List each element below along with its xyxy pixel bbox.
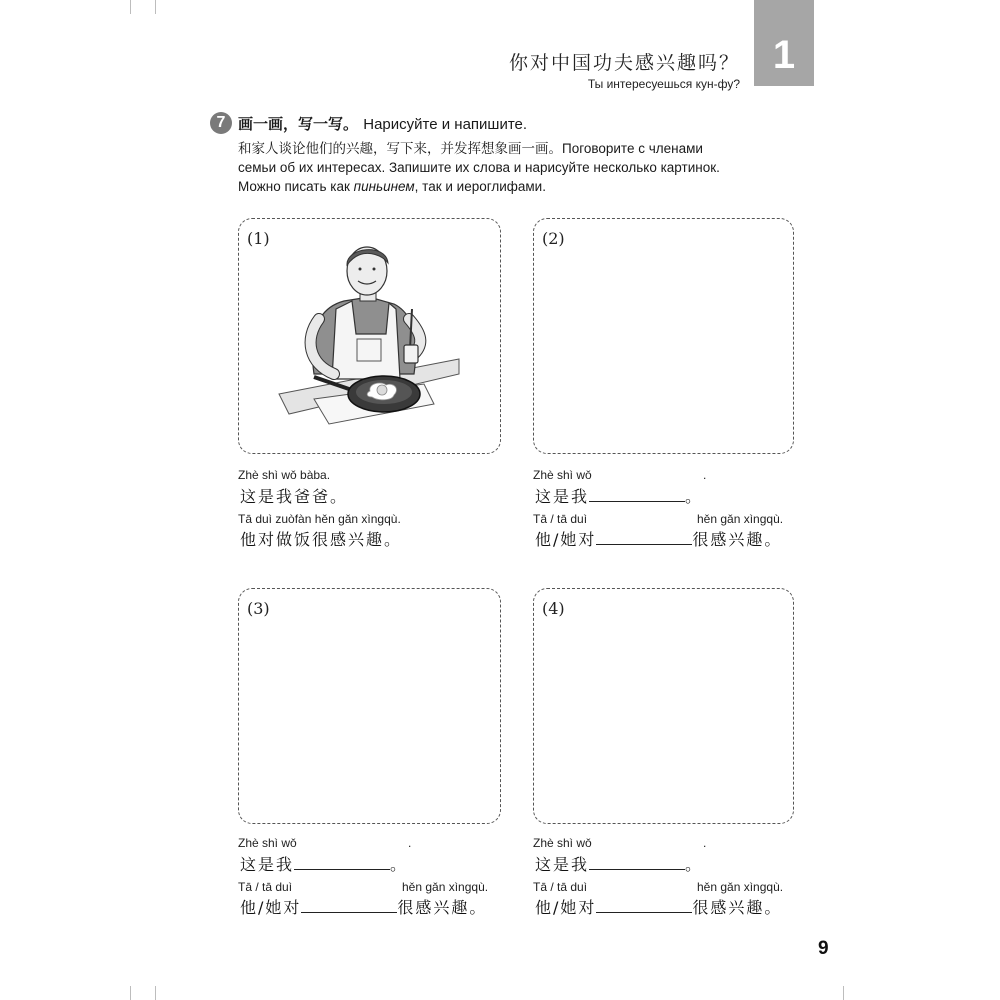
blank-input[interactable] (596, 898, 692, 913)
drawing-box-3[interactable] (238, 588, 501, 824)
pinyin-line: Tā / tā duì (238, 880, 293, 894)
pinyin-line: hěn gǎn xìngqù. (697, 512, 784, 526)
pinyin-line: Zhè shì wǒ bàba. (238, 468, 331, 482)
blank-input[interactable] (301, 898, 397, 913)
unit-number: 1 (772, 33, 796, 77)
hanzi-line (535, 895, 782, 918)
crop-mark (155, 986, 156, 1000)
pinyin-line: hěn gǎn xìngqù. (697, 880, 784, 894)
instruction-line: 和家人谈论他们的兴趣，写下来，并发挥想象画一画。Поговорите с членами (238, 141, 703, 156)
drawing-box-2[interactable] (533, 218, 794, 454)
hanzi-line: 这是我爸爸。 (240, 487, 349, 506)
pinyin-line: Zhè shì wǒ (533, 468, 592, 482)
pinyin-line: Tā / tā duì (533, 880, 588, 894)
drawing-box-1[interactable] (238, 218, 501, 454)
hanzi-line (240, 895, 487, 918)
blank-input[interactable] (294, 855, 390, 870)
pinyin-line: Zhè shì wǒ (238, 836, 297, 850)
hanzi-end: 。 (685, 855, 704, 874)
unit-tab (754, 0, 814, 86)
hanzi-line (240, 852, 408, 875)
pinyin-period: . (703, 836, 707, 850)
crop-mark (130, 0, 131, 14)
panel-label: (1) (247, 229, 270, 248)
man-cooking-egg-illustration (274, 239, 474, 439)
pinyin-line: Zhè shì wǒ (533, 836, 592, 850)
hanzi-prefix: 这是我 (535, 855, 590, 874)
exercise-instructions (238, 139, 798, 196)
hanzi-end: 。 (685, 487, 704, 506)
hanzi-prefix: 他/她对 (240, 898, 302, 917)
crop-mark (843, 986, 844, 1000)
blank-input[interactable] (589, 487, 685, 502)
pinyin-line: hěn gǎn xìngqù. (402, 880, 489, 894)
page-number: 9 (818, 938, 829, 959)
panel-label: (2) (542, 229, 565, 248)
hanzi-prefix: 这是我 (535, 487, 590, 506)
hanzi-prefix: 他/她对 (535, 530, 597, 549)
exercise-title (238, 113, 527, 134)
hanzi-suffix: 很感兴趣。 (692, 898, 783, 917)
hanzi-suffix: 很感兴趣。 (397, 898, 488, 917)
hanzi-line (535, 527, 782, 550)
exercise-title-ru: Нарисуйте и напишите. (363, 116, 528, 133)
pinyin-period: . (408, 836, 412, 850)
page-title: 你对中国功夫感兴趣吗？ (508, 52, 740, 74)
hanzi-line: 他对做饭很感兴趣。 (240, 530, 403, 549)
hanzi-prefix: 这是我 (240, 855, 295, 874)
hanzi-line (535, 484, 703, 507)
blank-input[interactable] (589, 855, 685, 870)
hanzi-prefix: 他/她对 (535, 898, 597, 917)
hanzi-end: 。 (390, 855, 409, 874)
hanzi-line (535, 852, 703, 875)
panel-label: (4) (542, 599, 565, 618)
hanzi-suffix: 很感兴趣。 (692, 530, 783, 549)
drawing-box-4[interactable] (533, 588, 794, 824)
instruction-italic: пиньинем (353, 179, 415, 194)
instruction-line (238, 177, 798, 196)
blank-input[interactable] (596, 530, 692, 545)
page-subtitle: Ты интересуешься кун-фу? (587, 77, 740, 91)
crop-mark (130, 986, 131, 1000)
pinyin-line: Tā duì zuòfàn hěn gǎn xìngqù. (238, 512, 401, 526)
panel-label: (3) (247, 599, 270, 618)
crop-mark (155, 0, 156, 14)
instruction-line-start: Можно писать как (238, 179, 354, 194)
exercise-title-zh: 画一画，写一写。 (238, 115, 359, 133)
instruction-line: семьи об их интересах. Запишите их слова и нарисуйте несколько картинок. (238, 160, 720, 175)
exercise-number-badge: 7 (210, 112, 232, 134)
pinyin-period: . (703, 468, 707, 482)
pinyin-line: Tā / tā duì (533, 512, 588, 526)
instruction-line-end: , так и иероглифами. (414, 179, 546, 194)
